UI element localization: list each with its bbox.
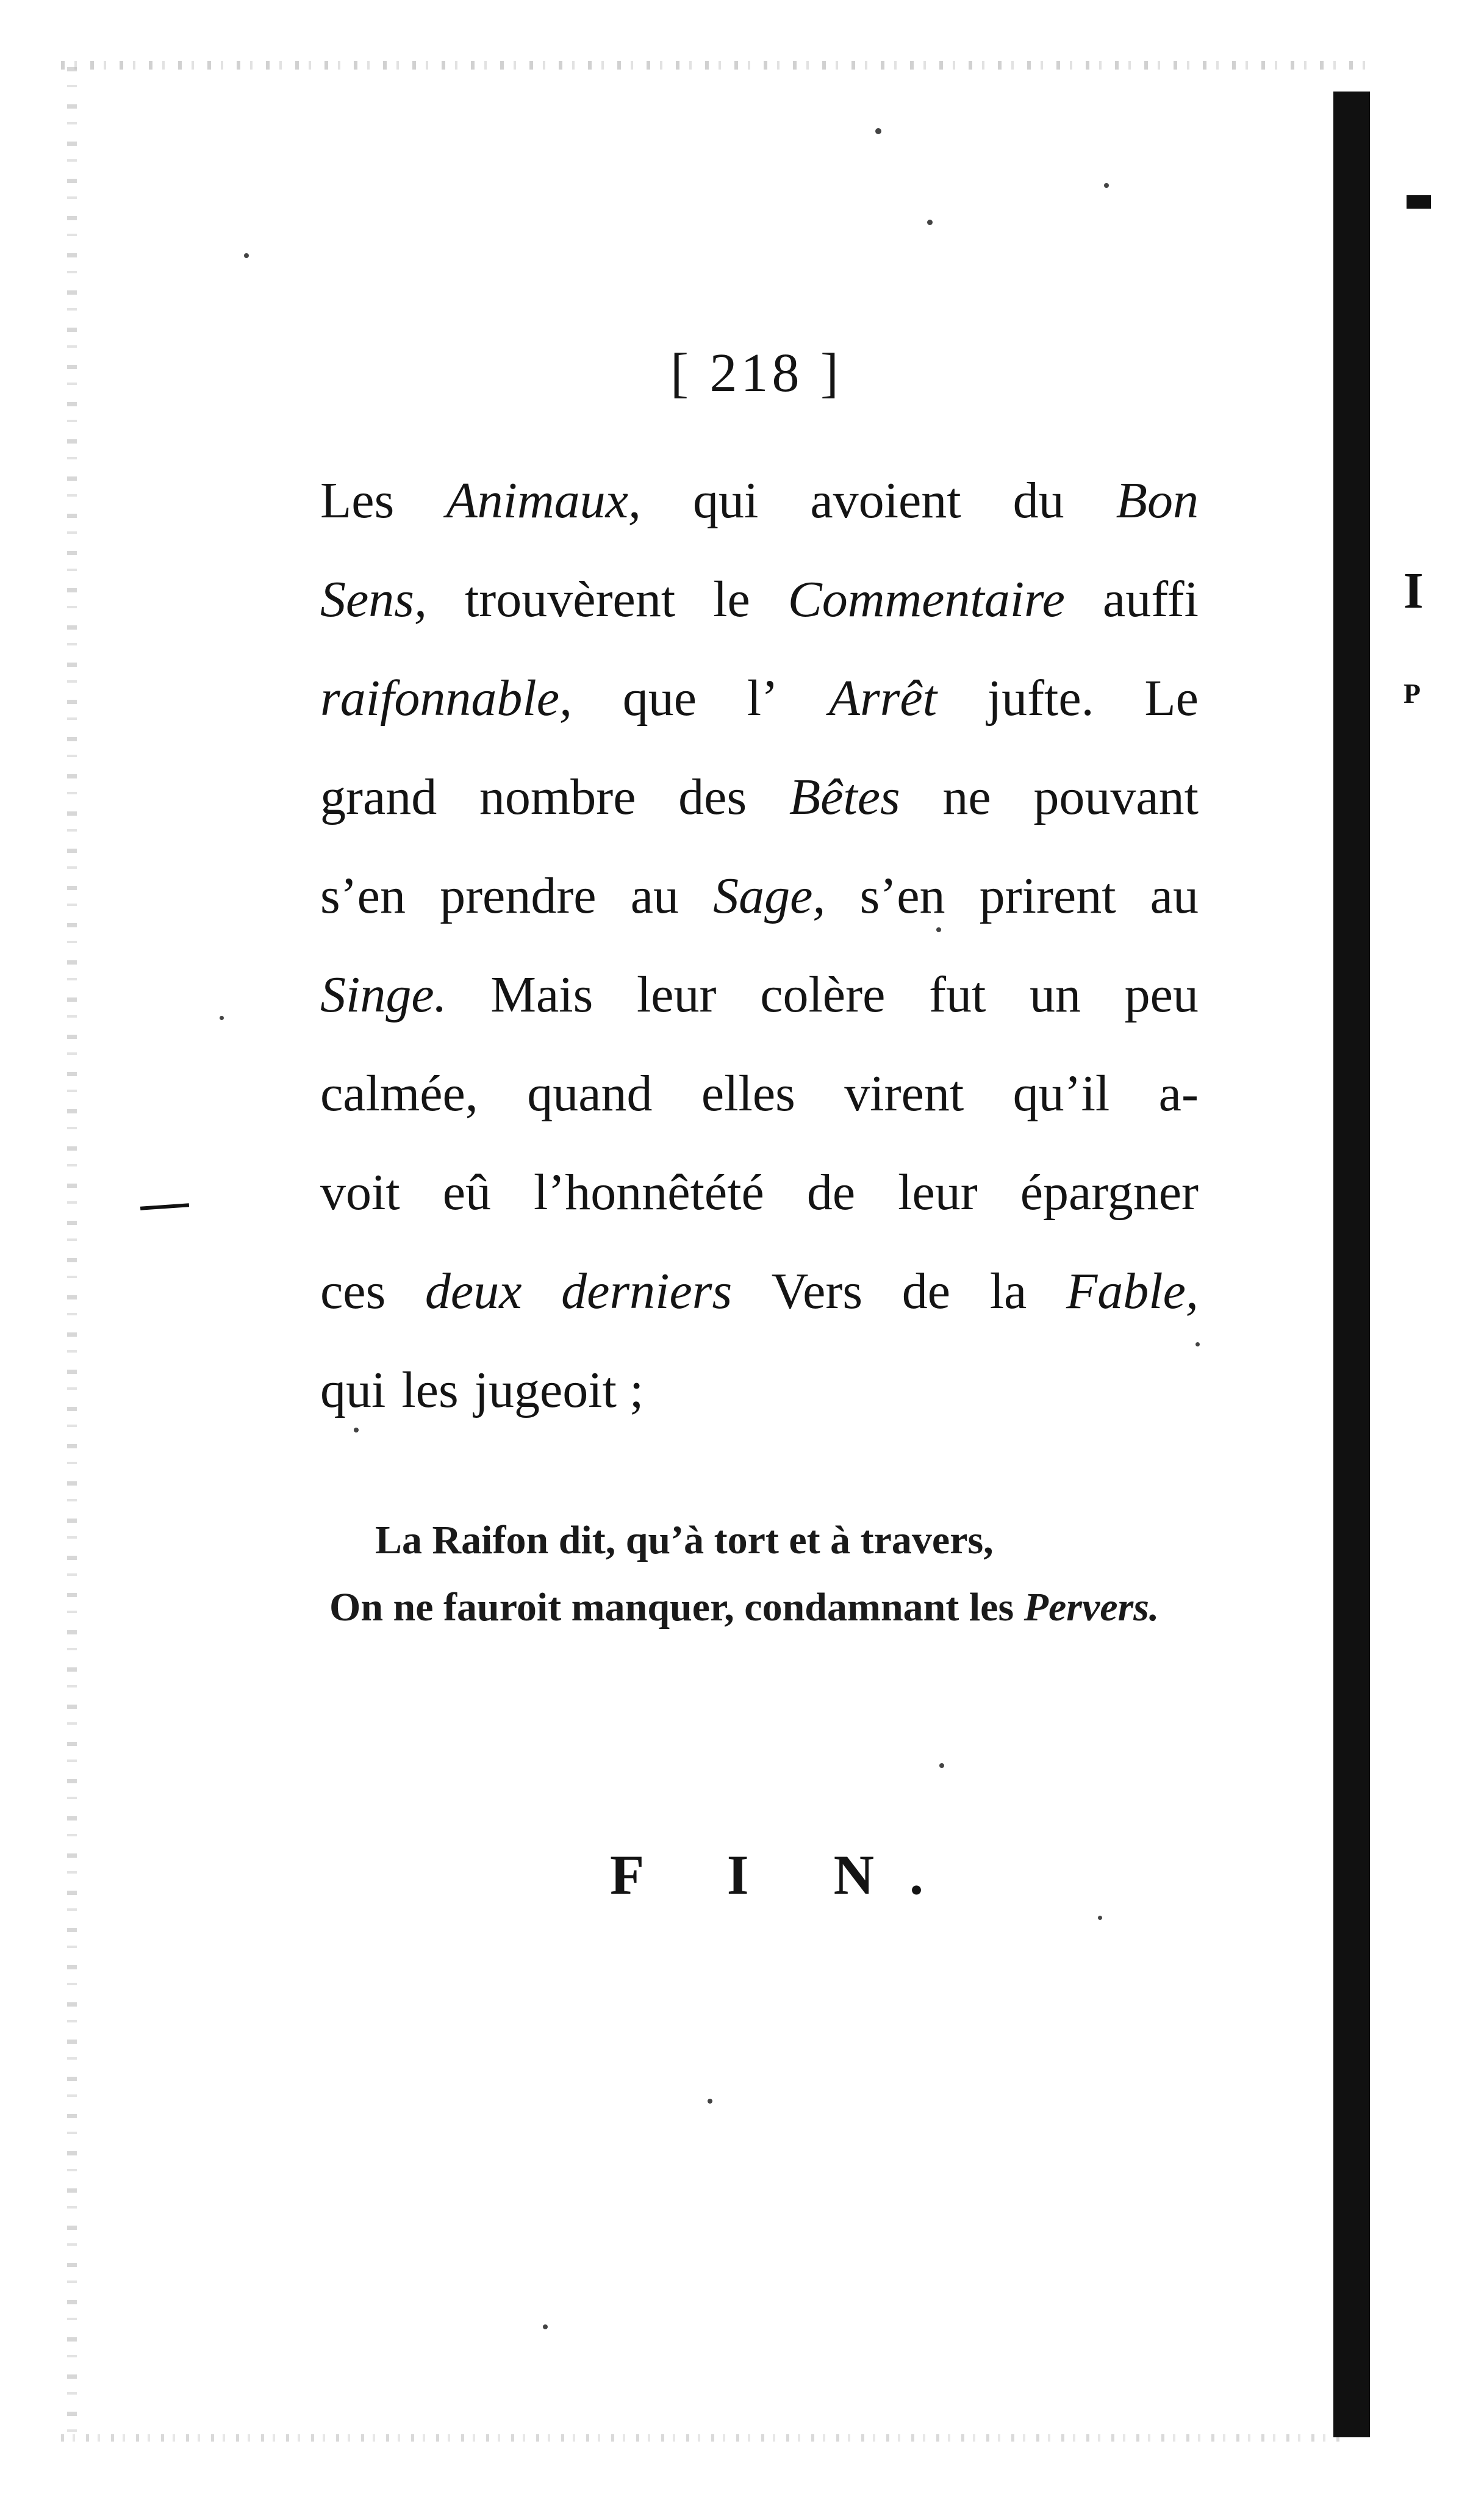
prose-line — [320, 1143, 1199, 1242]
scan-speck — [939, 1763, 944, 1768]
prose-word: raifonnable, — [320, 670, 572, 727]
prose-word: Sage, — [713, 868, 826, 924]
prose-word: elles — [701, 1065, 795, 1122]
prose-word: calmée, — [320, 1065, 478, 1122]
prose-word: avoient — [810, 472, 961, 529]
prose-word: la — [989, 1263, 1027, 1320]
scan-speck — [927, 220, 933, 225]
prose-word: auffi — [1102, 571, 1199, 628]
scan-speck — [1104, 183, 1109, 188]
prose-word: Les — [320, 472, 395, 529]
prose-word: ces — [320, 1263, 386, 1320]
page-edge-top — [61, 61, 1372, 70]
page-number: [ 218 ] — [670, 343, 842, 403]
verse-line-1: La Raifon dit, qu’à tort et à travers, — [375, 1518, 994, 1562]
prose-word: trouvèrent — [464, 571, 676, 628]
prose-word: deux — [425, 1263, 522, 1320]
prose-word: Vers — [771, 1263, 863, 1320]
verse-couplet — [329, 1507, 1244, 1641]
prose-line — [320, 748, 1199, 847]
prose-word: s’en — [859, 868, 945, 924]
prose-word: au — [1150, 868, 1199, 924]
prose-word: Commentaire — [787, 571, 1065, 628]
prose-word: leur — [636, 966, 717, 1023]
prose-word: ne — [942, 769, 991, 825]
facing-page-initial: I — [1403, 563, 1424, 619]
margin-mark — [140, 1203, 189, 1210]
prose-word: l’ — [747, 670, 779, 727]
gutter-shadow — [1333, 92, 1370, 2437]
scan-speck — [936, 927, 941, 932]
prose-word: eû — [442, 1164, 491, 1221]
page-edge-left — [67, 67, 77, 2446]
prose-word: virent — [844, 1065, 964, 1122]
prose-line — [320, 1242, 1199, 1341]
prose-line — [320, 1044, 1199, 1143]
prose-word: de — [902, 1263, 951, 1320]
prose-word: derniers — [561, 1263, 733, 1320]
prose-word: épargner — [1020, 1164, 1199, 1221]
prose-word: Animaux, — [446, 472, 641, 529]
prose-word: que — [622, 670, 697, 727]
scan-speck — [1195, 1342, 1200, 1346]
scan-speck — [875, 128, 881, 134]
scan-speck — [220, 1016, 224, 1020]
scan-speck — [1098, 1916, 1102, 1920]
prose-line — [320, 1341, 1199, 1440]
facing-page-mark — [1407, 195, 1431, 209]
verse-line-2-italic: Pervers. — [1023, 1585, 1160, 1630]
prose-word: jugeoit ; — [474, 1362, 644, 1418]
fin-heading: F I N. — [610, 1844, 959, 1906]
prose-line — [320, 847, 1199, 946]
prose-word: nombre — [479, 769, 636, 825]
prose-word: a- — [1158, 1065, 1199, 1122]
prose-word: qu’il — [1013, 1065, 1110, 1122]
prose-word: Bêtes — [789, 769, 900, 825]
prose-word: Sens, — [320, 571, 427, 628]
prose-word: Fable, — [1066, 1263, 1199, 1320]
prose-word: du — [1013, 472, 1064, 529]
scan-speck — [354, 1428, 359, 1432]
prose-word: quand — [527, 1065, 653, 1122]
prose-word: des — [678, 769, 747, 825]
page-edge-bottom — [61, 2434, 1342, 2442]
scan-speck — [543, 2324, 548, 2329]
prose-line — [320, 550, 1199, 649]
prose-line — [320, 451, 1199, 550]
scan-speck — [244, 253, 249, 258]
facing-page-edge — [1370, 0, 1484, 2516]
prose-word: peu — [1124, 966, 1199, 1023]
prose-word: leur — [898, 1164, 978, 1221]
prose-word: Bon — [1116, 472, 1199, 529]
prose-word: prirent — [979, 868, 1116, 924]
prose-word: s’en — [320, 868, 406, 924]
facing-page-letter: P — [1403, 678, 1421, 709]
prose-word: le — [713, 571, 750, 628]
scan-speck — [708, 2099, 712, 2104]
prose-word: pouvant — [1033, 769, 1199, 825]
prose-word: l’honnêtété — [533, 1164, 764, 1221]
prose-word: qui — [692, 472, 759, 529]
prose-word: colère — [760, 966, 886, 1023]
prose-word: voit — [320, 1164, 400, 1221]
prose-word: au — [630, 868, 679, 924]
prose-word: de — [806, 1164, 856, 1221]
verse-line-2-text: On ne fauroit manquer, condamnant les — [329, 1585, 1024, 1630]
prose-word: qui — [320, 1362, 386, 1418]
prose-word: jufte. — [987, 670, 1094, 727]
prose-word: un — [1029, 966, 1081, 1023]
prose-word: grand — [320, 769, 437, 825]
prose-word: Singe. — [320, 966, 447, 1023]
prose-word: Mais — [490, 966, 593, 1023]
prose-word: Arrêt — [828, 670, 937, 727]
prose-word: Le — [1144, 670, 1199, 727]
prose-word: les — [401, 1362, 459, 1418]
prose-word: fut — [929, 966, 986, 1023]
prose-word: prendre — [440, 868, 597, 924]
verse-line-2 — [329, 1574, 1244, 1641]
prose-line — [320, 649, 1199, 748]
prose-line — [320, 946, 1199, 1044]
prose-paragraph — [320, 451, 1199, 1440]
